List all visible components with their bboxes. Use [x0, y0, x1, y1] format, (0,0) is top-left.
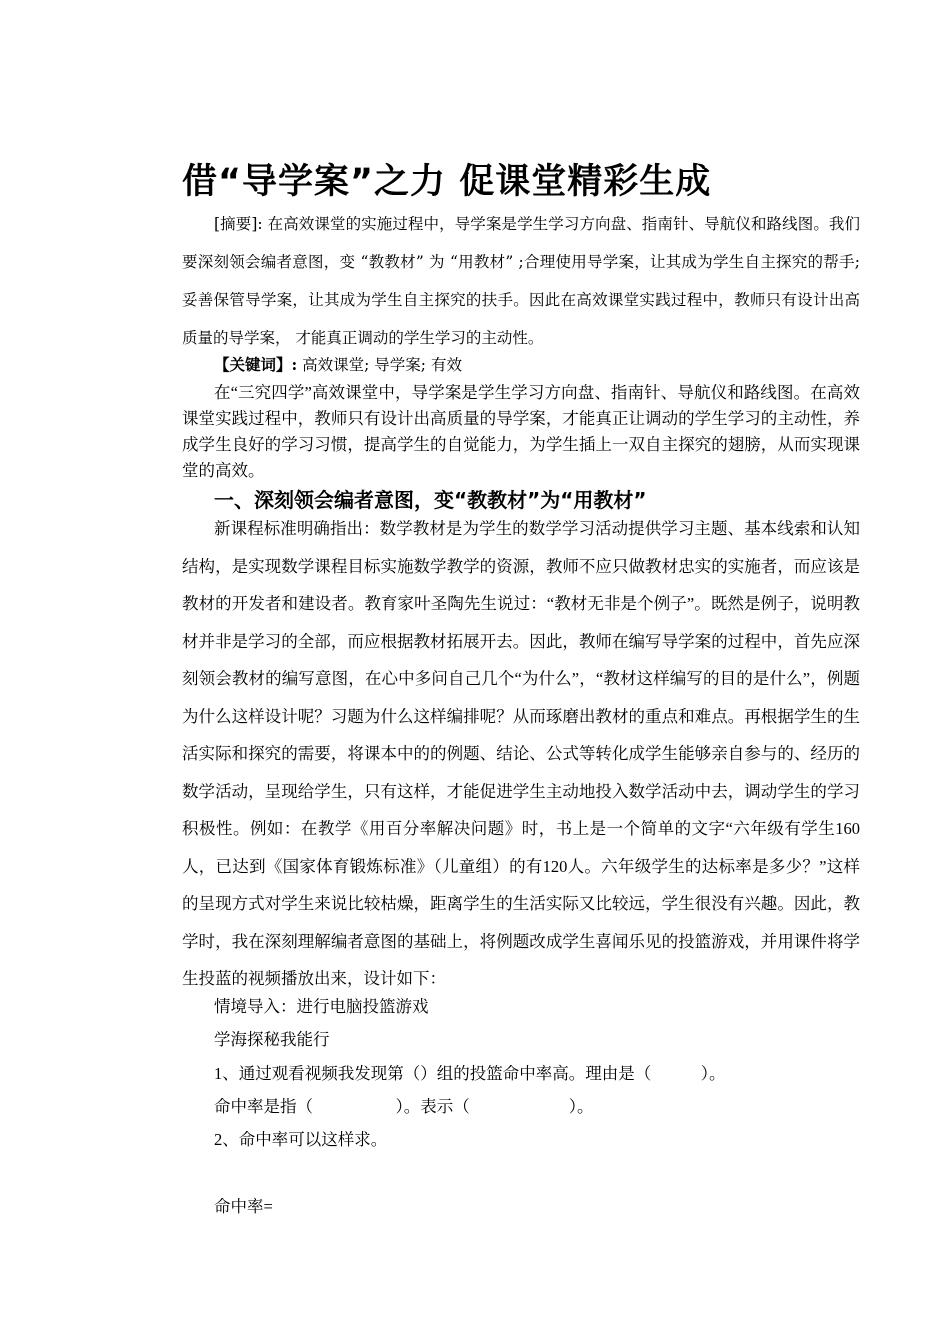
section-paragraph: 新课程标准明确指出：数学教材是为学生的数学学习活动提供学习主题、基本线索和认知结构，是实现数学课程目标实施数学教学的资源，教师不应只做教材忠实的实施者，而应该是教材的开发者和建设者。教育家叶圣陶先生说过：“教材无非是个例子”。既然是例子，说明教材并非是学习的全部，而应根据教材拓展开去。因此，教师在编写导学案的过程中，首先应深刻领会教材的编写意图，在心中多问自己几个“为什么”，“教材这样编写的目的是什么”，例题为什么这样设计呢？习题为什么这样编排呢？从而琢磨出教材的重点和难点。再根据学生的生活实际和探究的需要，将课本中的的例题、结论、公式等转化成学生能够亲自参与的、经历的数学活动，呈现给学生，只有这样，才能促进学生主动地投入数学活动中去，调动学生的学习积极性。例如：在教学《用百分率解决问题》时，书上是一个简单的文字“六年级有学生160人，已达到《国家体育锻炼标准》（儿童组）的有120人。六年级学生的达标率是多少？”这样的呈现方式对学生来说比较枯燥，距离学生的生活实际又比较远，学生很没有兴趣。因此，教学时，我在深刻理解编者意图的基础上，将例题改成学生喜闻乐见的投篮游戏，并用课件将学生投蓝的视频播放出来，设计如下： — [182, 519, 860, 988]
list-item: 1、通过观看视频我发现第（）组的投篮命中率高。理由是（ ）。 — [214, 1064, 726, 1083]
keywords-line — [214, 352, 854, 378]
document-title: 借“导学案”之力 促课堂精彩生成 — [182, 162, 712, 202]
section-heading: 一、深刻领会编者意图，变“教教材”为“用教材” — [214, 488, 647, 512]
list-item: 2、命中率可以这样求。 — [214, 1130, 388, 1149]
list-item: 命中率是指（ ）。表示（ ）。 — [214, 1097, 594, 1116]
intro-paragraph: 在“三究四学”高效课堂中，导学案是学生学习方向盘、指南针、导航仪和路线图。在高效课堂实践过程中，教师只有设计出高质量的导学案，才能真正让调动的学生学习的主动性，养成学生良好的学习习惯，提高学生的自觉能力，为学生插上一双自主探究的翅膀，从而实现课堂的高效。 — [182, 383, 860, 480]
list-item: 学海探秘我能行 — [214, 1030, 330, 1049]
list-item: 命中率= — [214, 1197, 273, 1216]
abstract-paragraph: [摘要]: 在高效课堂的实施过程中，导学案是学生学习方向盘、指南针、导航仪和路线图。我们要深刻领会编者意图，变 “教教材” 为 “用教材” ;合理使用导学案，让其成为学生自主探究的帮手;妥善保管导学案，让其成为学生自主探究的扶手。因此在高效课堂实践过程中，教师只有设计出高质量的导学案， 才能真正调动的学生学习的主动性。 — [182, 215, 860, 347]
keywords-label: 【关键词】: — [214, 355, 298, 374]
keywords-text: 高效课堂; 导学案; 有效 — [297, 356, 462, 374]
list-item: 情境导入：进行电脑投篮游戏 — [214, 997, 429, 1016]
